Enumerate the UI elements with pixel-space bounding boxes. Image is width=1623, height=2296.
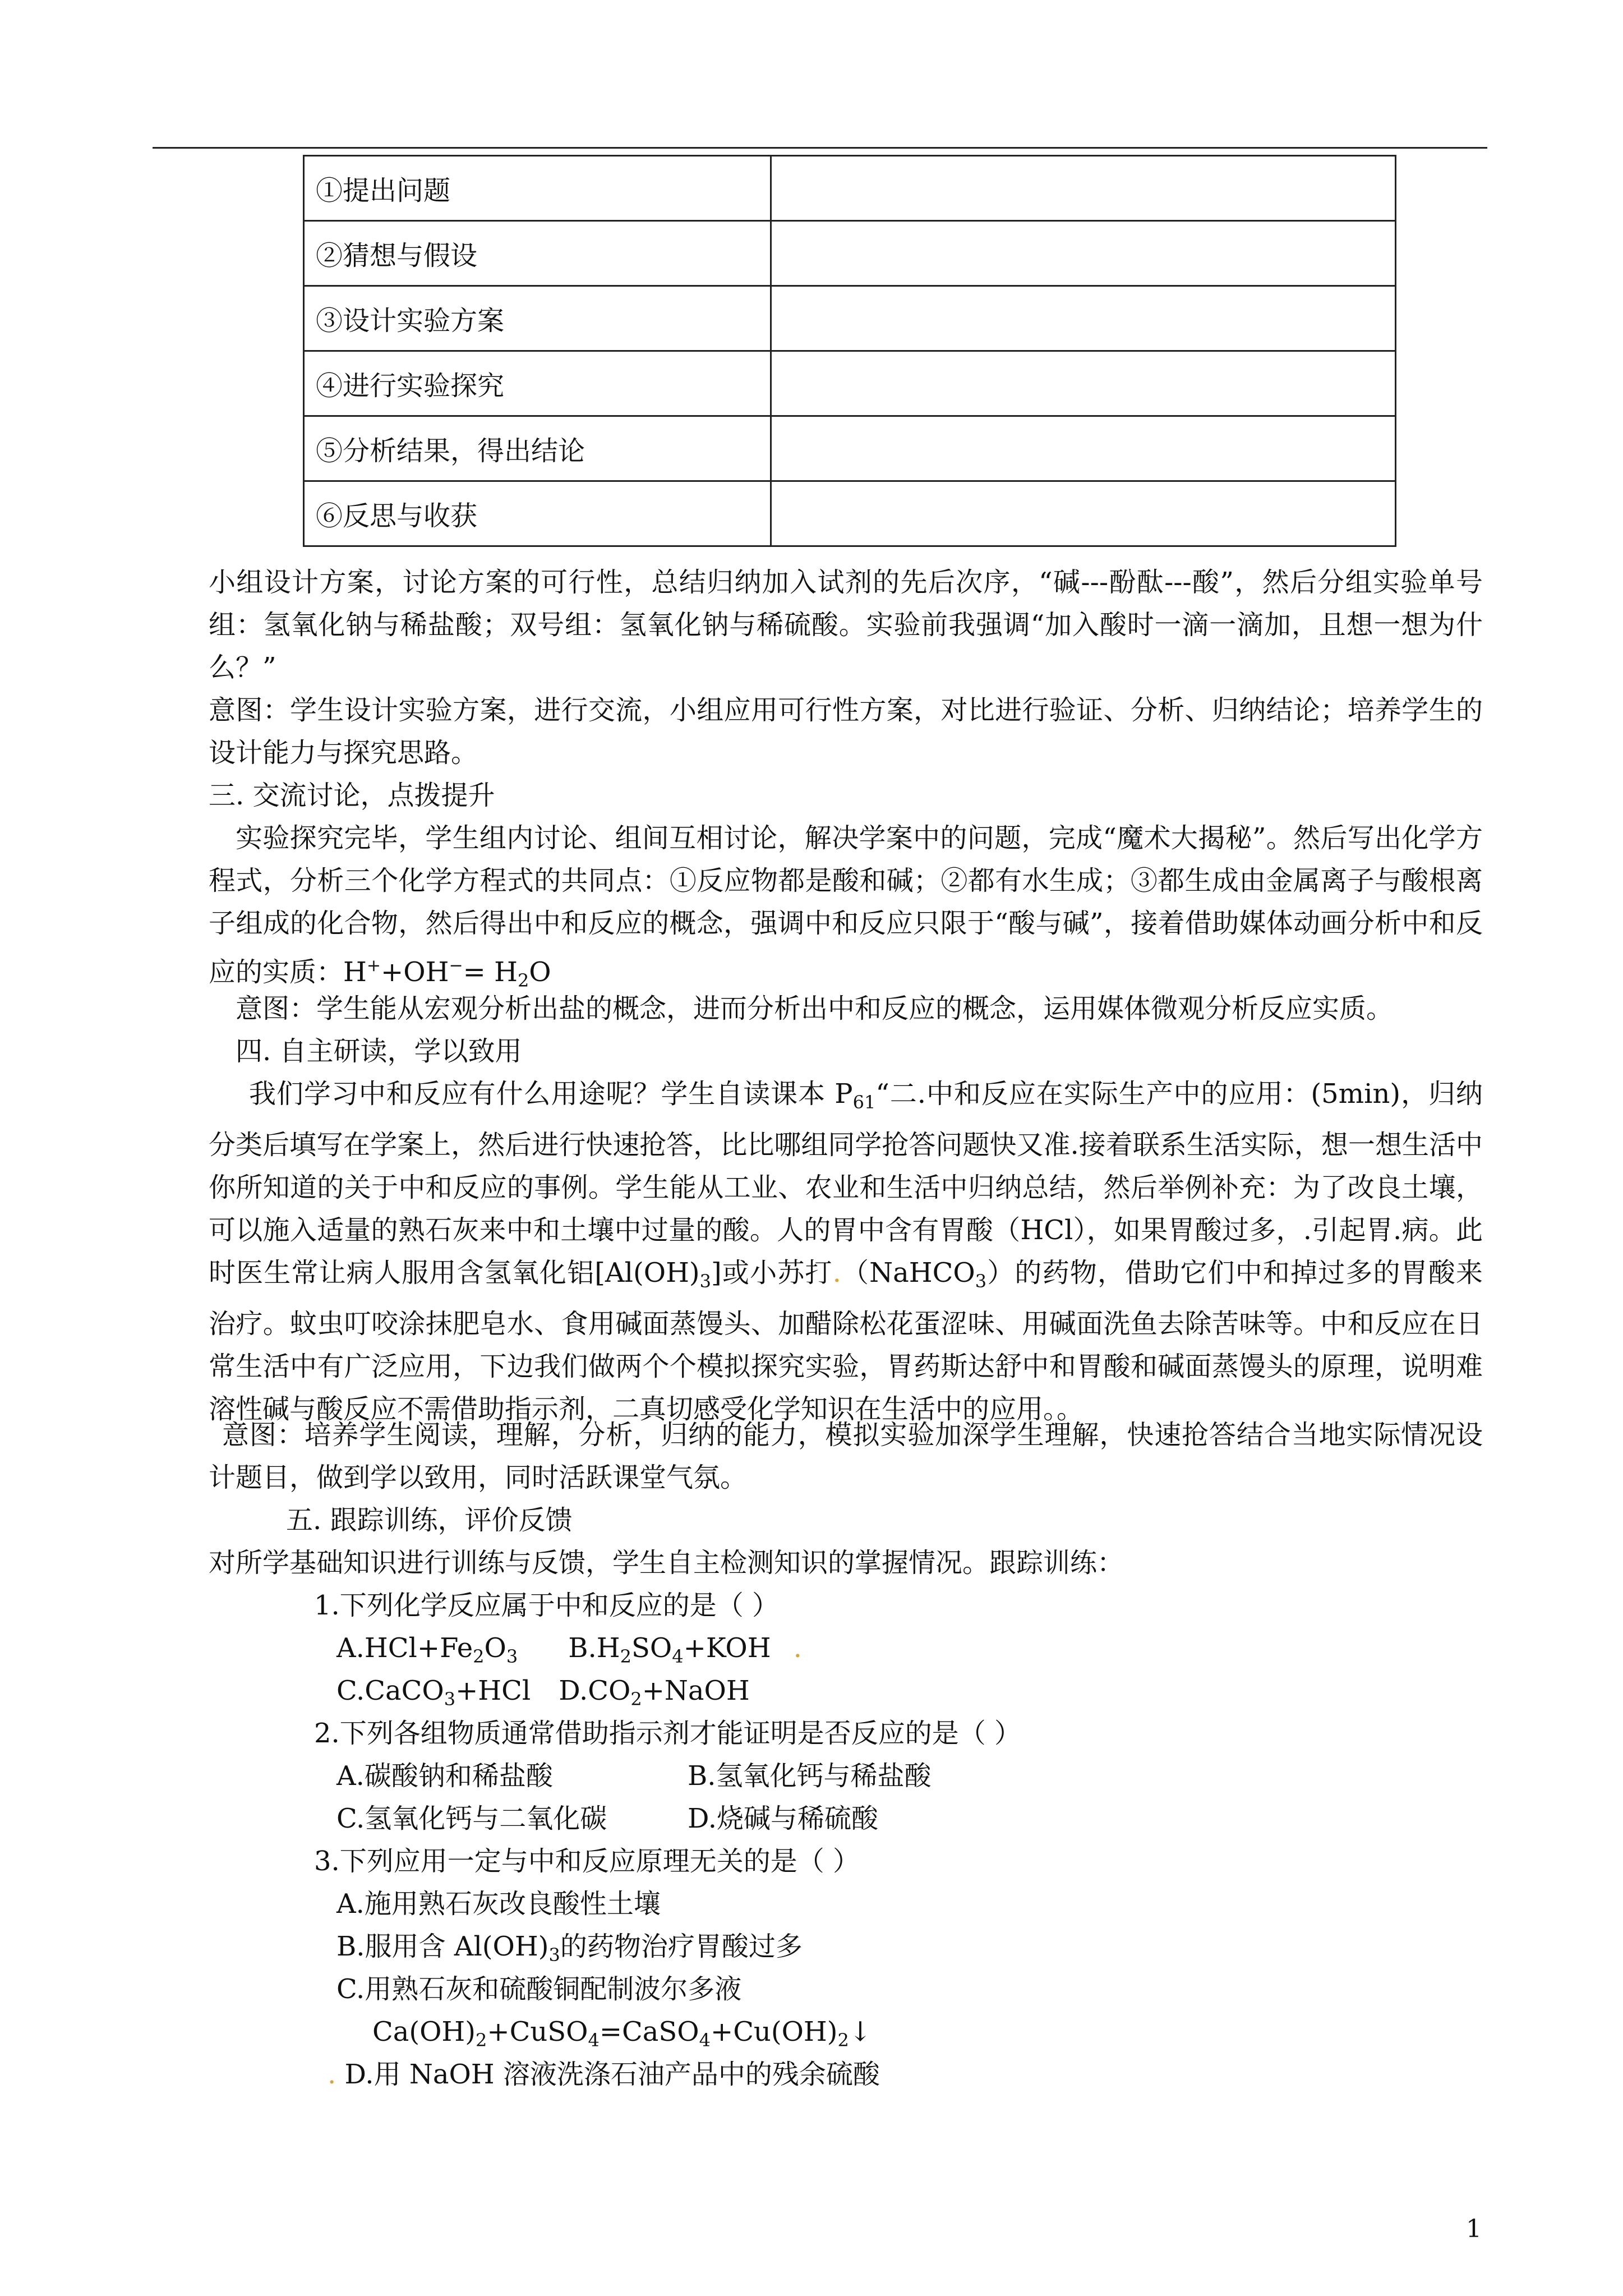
table-cell: ①提出问题: [304, 156, 771, 221]
paragraph-intent-1: 意图：学生设计实验方案，进行交流，小组应用可行性方案，对比进行验证、分析、归纳结论；培养学生的设计能力与探究思路。: [209, 694, 1483, 769]
question-2-option-a: A.碳酸钠和稀盐酸: [336, 1760, 553, 1792]
paragraph-self-study: 我们学习中和反应有什么用途呢？学生自读课本 $P_{61}“$二.中和反应在实际生产中的应用：(5min)，归纳分类后填写在学案上，然后进行快速抢答，比比哪组同学抢答问题快又准.接着联系生活实际，想一想生活中你所知道的关于中和反应的事例。学生能从工业、农业和生活中归纳总结，然后举例补充：为了改良土壤，可以施入适量的熟石灰来中和土壤中过量的酸。人的胃中含有胃酸（HCl），如果胃酸过多，.引起胃.病。此时医生常让病人服用含氢氧化铝$[Al(OH)_3]$或小苏打.（NaHCO$_3$）的药物，借助它们中和掉过多的胃酸来治疗。蚊虫叮咬涂抹肥皂水、食用碱面蒸馒头、加醋除松花蛋涩味、用碱面洗鱼去除苦味等。中和反应在日常生活中有广泛应用，下边我们做两个个模拟探究实验，胃药斯达舒中和胃酸和碱面蒸馒头的原理，说明难溶性碱与酸反应不需借助指示剂，二真切感受化学知识在生活中的应用。。: [209, 1078, 1483, 1425]
table-row: [304, 351, 1396, 416]
paragraph-intent-3: 意图：培养学生阅读，理解，分析，归纳的能力，模拟实验加深学生理解，快速抢答结合当地实际情况设计题目，做到学以致用，同时活跃课堂气氛。: [209, 1419, 1483, 1493]
question-2-stem: 2.下列各组物质通常借助指示剂才能证明是否反应的是（ ）: [314, 1718, 1022, 1749]
table-row: [304, 156, 1396, 221]
table-cell-empty: [771, 481, 1396, 546]
table-cell: ⑤分析结果，得出结论: [304, 416, 771, 481]
question-3-option-c: C.用熟石灰和硫酸铜配制波尔多液: [336, 1973, 742, 2005]
table-cell: ②猜想与假设: [304, 221, 771, 286]
ionic-equation: $H^++OH^-= H_2O$: [343, 956, 551, 991]
table-cell-empty: [771, 221, 1396, 286]
section-heading-4: 四. 自主研读，学以致用: [236, 1036, 522, 1067]
section-heading-3: 三. 交流讨论，点拨提升: [209, 780, 495, 811]
table-row: [304, 416, 1396, 481]
table-cell-empty: [771, 286, 1396, 351]
page-number: 1: [1466, 2215, 1482, 2243]
question-2-option-b: B.氢氧化钙与稀盐酸: [688, 1760, 932, 1792]
question-3-equation: $Ca(OH)_2+CuSO_4=CaSO_4+Cu(OH)_2↓$: [372, 2016, 872, 2051]
question-1-options-ab: $A.HCl+Fe_2O_3$ $B.H_2SO_4+KOH$ .: [336, 1632, 802, 1667]
section-heading-5: 五. 跟踪训练，评价反馈: [286, 1504, 573, 1536]
table-cell: ⑥反思与收获: [304, 481, 771, 546]
table-row: [304, 481, 1396, 546]
table-row: [304, 221, 1396, 286]
table-cell-empty: [771, 416, 1396, 481]
paragraph-group-design: 小组设计方案，讨论方案的可行性，总结归纳加入试剂的先后次序，“碱---酚酞---酸”，然后分组实验单号组：氢氧化钠与稀盐酸；双号组：氢氧化钠与稀硫酸。实验前我强调“加入酸时一滴一滴加，且想一想为什么？”: [209, 567, 1483, 683]
paragraph-discussion: [209, 817, 1483, 1002]
question-3-option-a: A.施用熟石灰改良酸性土壤: [336, 1888, 661, 1920]
question-3-stem: 3.下列应用一定与中和反应原理无关的是（ ）: [314, 1846, 860, 1877]
paragraph-discussion-text: 实验探究完毕，学生组内讨论、组间互相讨论，解决学案中的问题，完成“魔术大揭秘”。然后写出化学方程式，分析三个化学方程式的共同点：①反应物都是酸和碱；②都有水生成；③都生成由金属离子与酸根离子组成的化合物，然后得出中和反应的概念，强调中和反应只限于“酸与碱”，接着借助媒体动画分析中和反应的实质：: [209, 822, 1483, 988]
table-cell: ④进行实验探究: [304, 351, 771, 416]
table-cell-empty: [771, 351, 1396, 416]
question-3-option-d: . D.用 NaOH 溶液洗涤石油产品中的残余硫酸: [328, 2059, 880, 2090]
question-2-option-c: C.氢氧化钙与二氧化碳: [336, 1803, 607, 1834]
table-cell-empty: [771, 156, 1396, 221]
question-3-option-b: B.服用含 $Al(OH)_3$的药物治疗胃酸过多: [336, 1931, 803, 1966]
paragraph-training: 对所学基础知识进行训练与反馈，学生自主检测知识的掌握情况。跟踪训练：: [209, 1547, 1124, 1579]
question-1-stem: 1.下列化学反应属于中和反应的是（ ）: [314, 1590, 780, 1621]
question-2-option-d: D.烧碱与稀硫酸: [688, 1803, 879, 1834]
table-row: [304, 286, 1396, 351]
question-1-options-cd: C.CaCO$_3$+HCl $D.CO_2+NaOH$: [336, 1675, 750, 1710]
table-cell: ③设计实验方案: [304, 286, 771, 351]
paragraph-intent-2: 意图：学生能从宏观分析出盐的概念，进而分析出中和反应的概念，运用媒体微观分析反应实质。: [236, 993, 1394, 1024]
header-rule: [153, 147, 1487, 149]
inquiry-steps-table: [303, 155, 1396, 547]
